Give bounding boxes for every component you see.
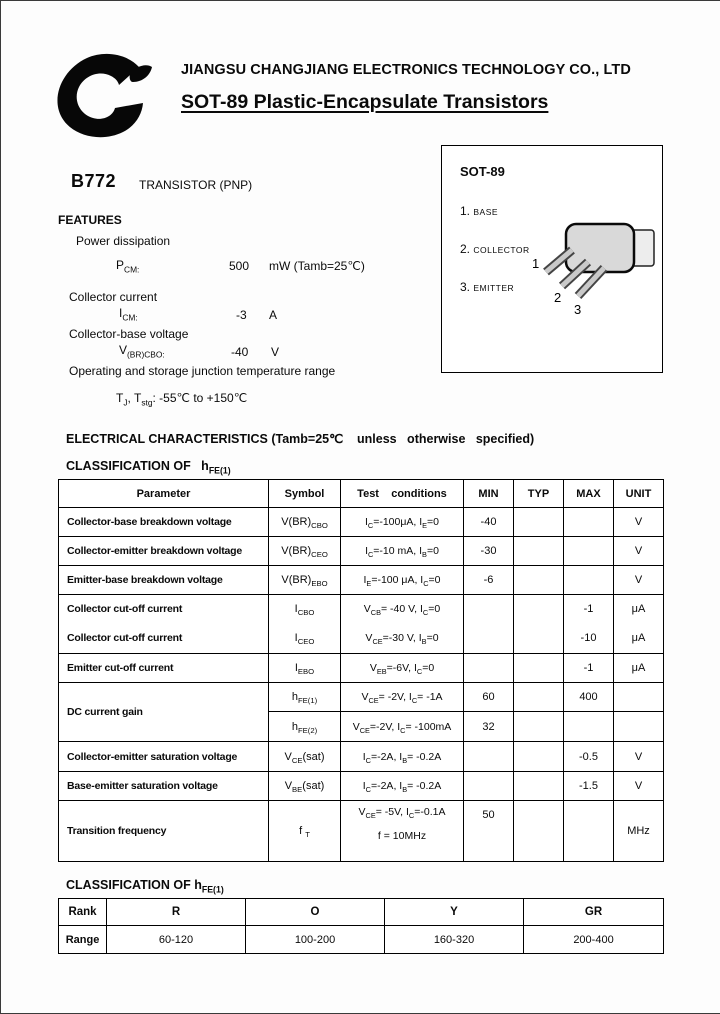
- cell-conditions: $I_C=-100\mu A$, $I_E=0$: [341, 508, 464, 537]
- cell-symbol: $I_{EBO}$: [269, 654, 341, 683]
- logo-graphic: [51, 49, 157, 141]
- lead-number-1: 1: [532, 256, 540, 271]
- col-header-rank-y: Y: [385, 899, 524, 926]
- cell-typ: [514, 595, 564, 624]
- lead-number-2: 2: [554, 290, 562, 305]
- pin-1-name: BASE: [473, 207, 499, 217]
- cell-max: -1: [564, 654, 614, 683]
- cell-typ: [514, 566, 564, 595]
- range-gr: 200-400: [524, 926, 664, 954]
- table-row-iceo: [59, 624, 664, 654]
- cell-conditions: $V_{CE}=-2V$, $I_C= -100mA$: [341, 712, 464, 742]
- cell-typ: [514, 654, 564, 683]
- cell-parameter: Emitter cut-off current: [59, 654, 269, 683]
- cell-conditions: $I_C=-10$ mA, $I_B=0$: [341, 537, 464, 566]
- cell-min: -40: [464, 508, 514, 537]
- cell-max: [564, 801, 614, 862]
- cell-conditions: $I_E=-100$ μA, $I_C=0$: [341, 566, 464, 595]
- cell-typ: [514, 624, 564, 654]
- cell-unit: V: [614, 772, 664, 801]
- cell-symbol: $I_{CEO}$: [269, 624, 341, 654]
- company-name: JIANGSU CHANGJIANG ELECTRONICS TECHNOLOGY CO., LTD: [181, 62, 631, 78]
- cell-typ: [514, 772, 564, 801]
- cell-parameter: Collector-emitter breakdown voltage: [59, 537, 269, 566]
- cell-max: [564, 537, 614, 566]
- power-symbol: $P_{CM:}$: [116, 258, 140, 275]
- range-o: 100-200: [246, 926, 385, 954]
- cell-unit: MHz: [614, 801, 664, 862]
- electrical-characteristics-table: [58, 479, 664, 862]
- table-row-iebo: [59, 654, 664, 683]
- temperature-range-label: Operating and storage junction temperature range: [69, 364, 336, 378]
- condition-line-1: $V_{CE}= -5V$, $I_C=-0.1A$: [358, 806, 446, 821]
- cell-min: [464, 595, 514, 624]
- cell-parameter-dc-current-gain: DC current gain: [59, 683, 269, 742]
- table-row-icbo: [59, 595, 664, 624]
- cell-min: 50: [464, 801, 514, 862]
- table-row-vbr-ceo: [59, 537, 664, 566]
- cell-typ: [514, 508, 564, 537]
- col-header-rank: Rank: [59, 899, 107, 926]
- cell-parameter: Collector cut-off current: [59, 624, 269, 654]
- cell-symbol: $h_{FE(2)}$: [269, 712, 341, 742]
- cell-unit: μA: [614, 624, 664, 654]
- table2-header-row: [59, 899, 664, 926]
- col-header-parameter: Parameter: [59, 480, 269, 508]
- package-outline-box: [441, 145, 663, 373]
- cell-conditions: $I_C=-2A$, $I_B= -0.2A$: [341, 772, 464, 801]
- cell-conditions: $V_{CE}= -2V$, $I_C= -1A$: [341, 683, 464, 712]
- cell-unit: [614, 712, 664, 742]
- collector-current-unit: A: [269, 308, 278, 322]
- document-title: SOT-89 Plastic-Encapsulate Transistors: [181, 91, 549, 113]
- classification-heading-1: CLASSIFICATION OF $h_{FE(1)}$: [66, 459, 231, 476]
- col-header-unit: UNIT: [614, 480, 664, 508]
- cell-symbol: $I_{CBO}$: [269, 595, 341, 624]
- temperature-range-value: $T_J$, $T_{stg}$: -55℃ to +150℃: [116, 391, 248, 408]
- col-header-typ: TYP: [514, 480, 564, 508]
- range-row-label: Range: [59, 926, 107, 954]
- collector-base-voltage-unit: V: [271, 345, 280, 359]
- cell-typ: [514, 801, 564, 862]
- table-row-vbe-sat: [59, 772, 664, 801]
- pin-1-base: [460, 204, 498, 218]
- features-heading: FEATURES: [58, 213, 122, 227]
- cell-conditions: $V_{CB}= -40$ V, $I_C=0$: [341, 595, 464, 624]
- part-number: B772: [71, 171, 117, 191]
- pin-3-name: EMITTER: [473, 283, 515, 293]
- electrical-characteristics-heading: ELECTRICAL CHARACTERISTICS (Tamb=25℃ unless otherwise specified): [66, 432, 535, 446]
- table-row-vbr-ebo: [59, 566, 664, 595]
- pin-2-collector: [460, 242, 530, 256]
- collector-current-symbol: $I_{CM:}$: [119, 306, 138, 323]
- cell-max: -10: [564, 624, 614, 654]
- range-r: 60-120: [107, 926, 246, 954]
- cell-max: -1.5: [564, 772, 614, 801]
- col-header-rank-o: O: [246, 899, 385, 926]
- cell-unit: μA: [614, 595, 664, 624]
- collector-base-voltage-symbol: $V_{(BR)CBO:}$: [119, 343, 165, 360]
- condition-line-2: f = 10MHz: [377, 830, 427, 842]
- cell-min: [464, 624, 514, 654]
- cell-min: [464, 654, 514, 683]
- cell-unit: V: [614, 566, 664, 595]
- cell-unit: V: [614, 742, 664, 772]
- power-unit: mW (Tamb=25℃): [269, 259, 365, 273]
- col-header-max: MAX: [564, 480, 614, 508]
- power-value: 500: [229, 259, 250, 273]
- collector-current-value: -3: [236, 308, 247, 322]
- col-header-min: MIN: [464, 480, 514, 508]
- cell-symbol: $V(BR)_{EBO}$: [269, 566, 341, 595]
- cell-typ: [514, 537, 564, 566]
- cell-typ: [514, 712, 564, 742]
- cell-typ: [514, 742, 564, 772]
- part-description: TRANSISTOR (PNP): [139, 178, 253, 192]
- cell-unit: V: [614, 537, 664, 566]
- cell-min: 60: [464, 683, 514, 712]
- cell-unit: V: [614, 508, 664, 537]
- pin-2-number: 2.: [460, 242, 471, 256]
- cell-unit: μA: [614, 654, 664, 683]
- company-logo: [51, 49, 157, 141]
- col-header-conditions: Test conditions: [341, 480, 464, 508]
- cell-symbol: f $_T$: [269, 801, 341, 862]
- collector-current-label: Collector current: [69, 290, 158, 304]
- cell-parameter: Collector cut-off current: [59, 595, 269, 624]
- cell-conditions: [341, 801, 464, 862]
- power-dissipation-label: Power dissipation: [76, 234, 171, 248]
- range-y: 160-320: [385, 926, 524, 954]
- cell-parameter: Transition frequency: [59, 801, 269, 862]
- package-name: SOT-89: [460, 164, 505, 179]
- collector-base-voltage-label: Collector-base voltage: [69, 327, 189, 341]
- pin-2-name: COLLECTOR: [473, 245, 530, 255]
- logo-g-mark: [57, 54, 143, 137]
- hfe-classification-table: [58, 898, 664, 954]
- col-header-symbol: Symbol: [269, 480, 341, 508]
- lead-number-3: 3: [574, 302, 582, 317]
- cell-symbol: $V_{BE}(sat)$: [269, 772, 341, 801]
- cell-max: [564, 712, 614, 742]
- cell-symbol: $V_{CE}(sat)$: [269, 742, 341, 772]
- cell-max: -1: [564, 595, 614, 624]
- table-row-hfe1: [59, 683, 664, 712]
- collector-base-voltage-value: -40: [231, 345, 249, 359]
- cell-max: [564, 508, 614, 537]
- cell-parameter: Base-emitter saturation voltage: [59, 772, 269, 801]
- cell-symbol: $V(BR)_{CBO}$: [269, 508, 341, 537]
- cell-parameter: Emitter-base breakdown voltage: [59, 566, 269, 595]
- cell-unit: [614, 683, 664, 712]
- package-body: [566, 224, 634, 272]
- package-drawing: [528, 204, 658, 369]
- cell-typ: [514, 683, 564, 712]
- table-row-vbr-cbo: [59, 508, 664, 537]
- cell-min: 32: [464, 712, 514, 742]
- pin-1-number: 1.: [460, 204, 471, 218]
- cell-min: -30: [464, 537, 514, 566]
- cell-parameter: Collector-base breakdown voltage: [59, 508, 269, 537]
- cell-parameter: Collector-emitter saturation voltage: [59, 742, 269, 772]
- col-header-rank-gr: GR: [524, 899, 664, 926]
- cell-max: 400: [564, 683, 614, 712]
- classification-heading-2: CLASSIFICATION OF $h_{FE(1)}$: [66, 878, 224, 895]
- table-row-transition-frequency: [59, 801, 664, 862]
- cell-max: [564, 566, 614, 595]
- table-row-vce-sat: [59, 742, 664, 772]
- cell-symbol: $V(BR)_{CEO}$: [269, 537, 341, 566]
- cell-conditions: $I_C=-2A$, $I_B= -0.2A$: [341, 742, 464, 772]
- cell-symbol: $h_{FE(1)}$: [269, 683, 341, 712]
- cell-min: -6: [464, 566, 514, 595]
- cell-min: [464, 772, 514, 801]
- cell-min: [464, 742, 514, 772]
- cell-conditions: $V_{EB}=-6V$, $I_C=0$: [341, 654, 464, 683]
- col-header-rank-r: R: [107, 899, 246, 926]
- pin-3-emitter: [460, 280, 514, 294]
- pin-3-number: 3.: [460, 280, 471, 294]
- table1-header-row: [59, 480, 664, 508]
- table2-range-row: [59, 926, 664, 954]
- cell-conditions: $V_{CE}=-30$ V, $I_B=0$: [341, 624, 464, 654]
- cell-max: -0.5: [564, 742, 614, 772]
